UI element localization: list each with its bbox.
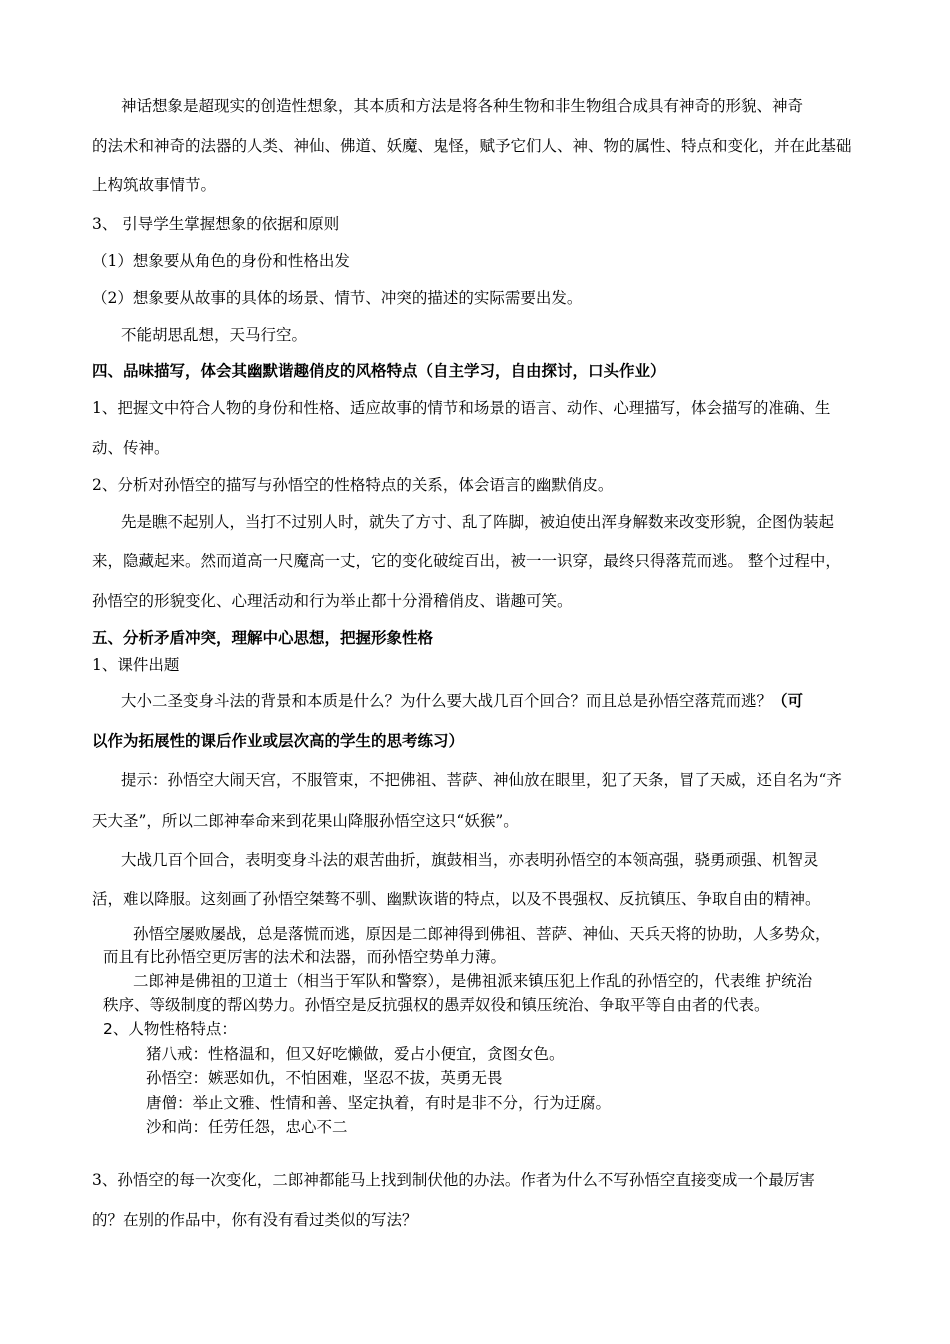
item3-heading: 3、 引导学生掌握想象的依据和原则 [92, 215, 340, 233]
section4-heading: 四、品味描写，体会其幽默谐趣俏皮的风格特点（自主学习，自由探讨，口头作业） [92, 362, 666, 380]
section4-answer-line-3: 孙悟空的形貌变化、心理活动和行为举止都十分滑稽俏皮、谐趣可笑。 [92, 592, 573, 610]
trait-sunwukong: 孙悟空：嫉恶如仇，不怕困难，坚忍不拔，英勇无畏 [146, 1069, 503, 1087]
section5-question [121, 691, 803, 711]
intro-line-3: 上构筑故事情节。 [92, 176, 217, 194]
section5-sub-1: 1、课件出题 [92, 656, 180, 674]
q3-line-2: 的？在别的作品中，你有没有看过类似的写法？ [92, 1211, 418, 1229]
erlang-line-2: 秩序、等级制度的帮凶势力。孙悟空是反抗强权的愚弄奴役和镇压统治、争取平等自由者的代表。 [103, 996, 770, 1014]
section5-heading: 五、分析矛盾冲突，理解中心思想，把握形象性格 [92, 629, 434, 647]
trait-shaheshang: 沙和尚：任劳任怨，忠心不二 [146, 1118, 348, 1136]
battle-line-1: 大战几百个回合，表明变身斗法的艰苦曲折，旗鼓相当，亦表明孙悟空的本领高强，骁勇顽强、机智灵 [121, 851, 819, 869]
question-text: 大小二圣变身斗法的背景和本质是什么？为什么要大战几百个回合？而且总是孙悟空落荒而逃？ [121, 692, 773, 710]
hint-line-2: 天大圣”，所以二郎神奉命来到花果山降服孙悟空这只“妖猴”。 [92, 812, 519, 830]
item3-point-2: （2）想象要从故事的具体的场景、情节、冲突的描述的实际需要出发。 [92, 289, 583, 307]
trait-tangseng: 唐僧：举止文雅、性情和善、坚定执着，有时是非不分，行为迂腐。 [146, 1094, 612, 1112]
item3-point-3: 不能胡思乱想，天马行空。 [121, 326, 308, 344]
intro-line-1: 神话想象是超现实的创造性想象，其本质和方法是将各种生物和非生物组合成具有神奇的形貌、神奇 [121, 97, 804, 115]
defeat-line-1: 孙悟空屡败屡战，总是落慌而逃，原因是二郎神得到佛祖、菩萨、神仙、天兵天将的协助，人多势众， [133, 925, 831, 943]
section4-q2: 2、分析对孙悟空的描写与孙悟空的性格特点的关系，体会语言的幽默俏皮。 [92, 476, 614, 494]
battle-line-2: 活，难以降服。这刻画了孙悟空桀骜不驯、幽默诙谐的特点，以及不畏强权、反抗镇压、争取自由的精神。 [92, 890, 821, 908]
section4-q1-line-1: 1、把握文中符合人物的身份和性格、适应故事的情节和场景的语言、动作、心理描写，体会描写的准确、生 [92, 399, 831, 417]
item3-point-1: （1）想象要从角色的身份和性格出发 [92, 252, 350, 270]
q3-line-1: 3、孙悟空的每一次变化，二郎神都能马上找到制伏他的办法。作者为什么不写孙悟空直接变成一个最厉害 [92, 1171, 815, 1189]
section4-answer-line-2: 来，隐藏起来。然而道高一尺魔高一丈，它的变化破绽百出，被一一识穿，最终只得落荒而逃。 整个过程中， [92, 552, 841, 570]
section4-answer-line-1: 先是瞧不起别人，当打不过别人时，就失了方寸、乱了阵脚，被迫使出浑身解数来改变形貌，企图伪装起 [121, 513, 835, 531]
section4-q1-line-2: 动、传神。 [92, 439, 170, 457]
erlang-line-1: 二郎神是佛祖的卫道士（相当于军队和警察），是佛祖派来镇压犯上作乱的孙悟空的，代表维 护统治 [133, 972, 813, 990]
intro-line-2: 的法术和神奇的法器的人类、神仙、佛道、妖魔、鬼怪，赋予它们人、神、物的属性、特点和变化，并在此基础 [92, 137, 852, 155]
defeat-line-2: 而且有比孙悟空更厉害的法术和法器，而孙悟空势单力薄。 [103, 948, 507, 966]
question-bold-note: （可 [772, 692, 804, 710]
section5-question-note: 以作为拓展性的课后作业或层次高的学生的思考练习） [92, 732, 465, 750]
hint-line-1: 提示：孙悟空大闹天宫，不服管束，不把佛祖、菩萨、神仙放在眼里，犯了天条，冒了天威，还自名为“齐 [121, 771, 842, 789]
trait-zhubajie: 猪八戒：性格温和，但又好吃懒做，爱占小便宜，贪图女色。 [146, 1045, 565, 1063]
section5-sub-2: 2、人物性格特点： [103, 1020, 237, 1038]
